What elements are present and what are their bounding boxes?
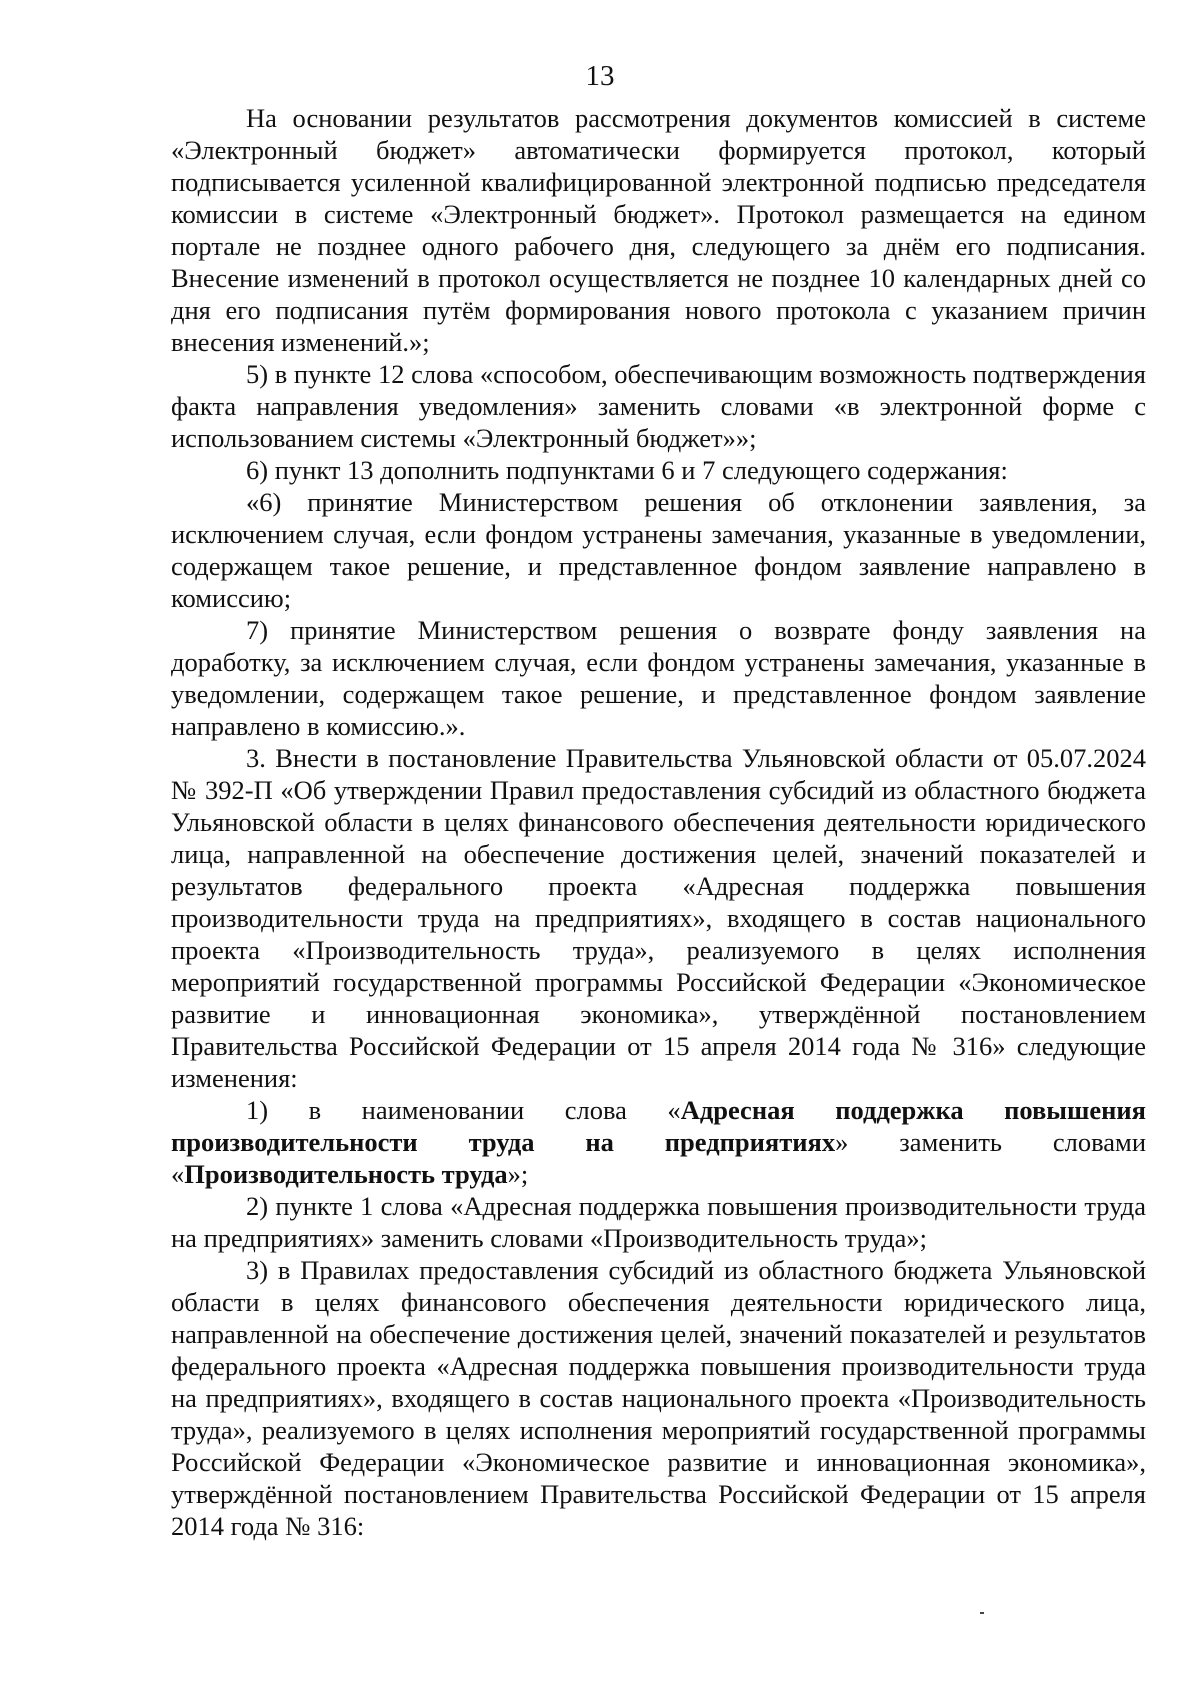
paragraph-item-6 (171, 454, 1146, 486)
paragraph-text: На основании результатов рассмотрения документов комиссией в системе «Электронный бюджет» автоматически формируется протокол, который подписывается усиленной квалифицированной электронной подписью председателя комиссии в системе «Электронный бюджет». Протокол размещается на едином портале не позднее одного рабочего дня, следующего за днём его подписания. Внесение изменений в протокол осуществляется не позднее 10 календарных дней со дня его подписания путём формирования нового протокола с указанием причин внесения изменений.»; (171, 103, 1146, 357)
paragraph-text: 3) в Правилах предоставления субсидий из областного бюджета Ульяновской области в целях финансового обеспечения деятельности юридического лица, направленной на обеспечение достижения целей, значений показателей и результатов федерального проекта «Адресная поддержка повышения производительности труда на предприятиях», входящего в состав национального проекта «Производительность труда», реализуемого в целях исполнения мероприятий государственной программы Российской Федерации «Экономическое развитие и инновационная экономика», утверждённой постановлением Правительства Российской Федерации от 15 апреля 2014 года № 316: (171, 1255, 1146, 1541)
paragraph-text: » заменить словами « (171, 1127, 1147, 1189)
paragraph-change-3 (171, 1254, 1146, 1542)
paragraph-text: 6) пункт 13 дополнить подпунктами 6 и 7 следующего содержания: (246, 455, 1008, 485)
paragraph-text: »; (507, 1159, 529, 1189)
paragraph-section-3 (171, 742, 1146, 1094)
page-number: 13 (585, 60, 615, 92)
bold-quoted-new-name: Производительность труда (184, 1159, 508, 1189)
paragraph-change-2 (171, 1190, 1146, 1254)
paragraph-text: 2) пункте 1 слова «Адресная поддержка повышения производительности труда на предприятиях» заменить словами «Производительность труда»; (171, 1191, 1146, 1253)
paragraph-change-1 (171, 1094, 1146, 1190)
paragraph-item-5 (171, 358, 1146, 454)
scan-speck (980, 1612, 984, 1614)
paragraph-text: 3. Внести в постановление Правительства Ульяновской области от 05.07.2024 № 392-П «Об утверждении Правил предоставления субсидий из областного бюджета Ульяновской области в целях финансового обеспечения деятельности юридического лица, направленной на обеспечение достижения целей, значений показателей и результатов федерального проекта «Адресная поддержка повышения производительности труда на предприятиях», входящего в состав национального проекта «Производительность труда», реализуемого в целях исполнения мероприятий государственной программы Российской Федерации «Экономическое развитие и инновационная экономика», утверждённой постановлением Правительства Российской Федерации от 15 апреля 2014 года № 316» следующие изменения: (171, 743, 1146, 1093)
paragraph-text: 5) в пункте 12 слова «способом, обеспечивающим возможность подтверждения факта направления уведомления» заменить словами «в электронной форме с использованием системы «Электронный бюджет»»; (171, 359, 1146, 453)
paragraph-text: «6) принятие Министерством решения об отклонении заявления, за исключением случая, если фондом устранены замечания, указанные в уведомлении, содержащем такое решение, и представленное фондом заявление направлено в комиссию; (171, 487, 1146, 613)
bold-quoted-old-name: Адресная поддержка повышения производительности труда на предприятиях (171, 1095, 1146, 1157)
paragraph-text: 7) принятие Министерством решения о возврате фонду заявления на доработку, за исключением случая, если фондом устранены замечания, указанные в уведомлении, содержащем такое решение, и представленное фондом заявление направлено в комиссию.». (171, 615, 1146, 741)
paragraph-subitem-6 (171, 486, 1146, 614)
document-body (171, 102, 1146, 1542)
paragraph-text: 1) в наименовании слова « (246, 1095, 681, 1125)
paragraph-protocol (171, 102, 1146, 358)
paragraph-subitem-7 (171, 614, 1146, 742)
